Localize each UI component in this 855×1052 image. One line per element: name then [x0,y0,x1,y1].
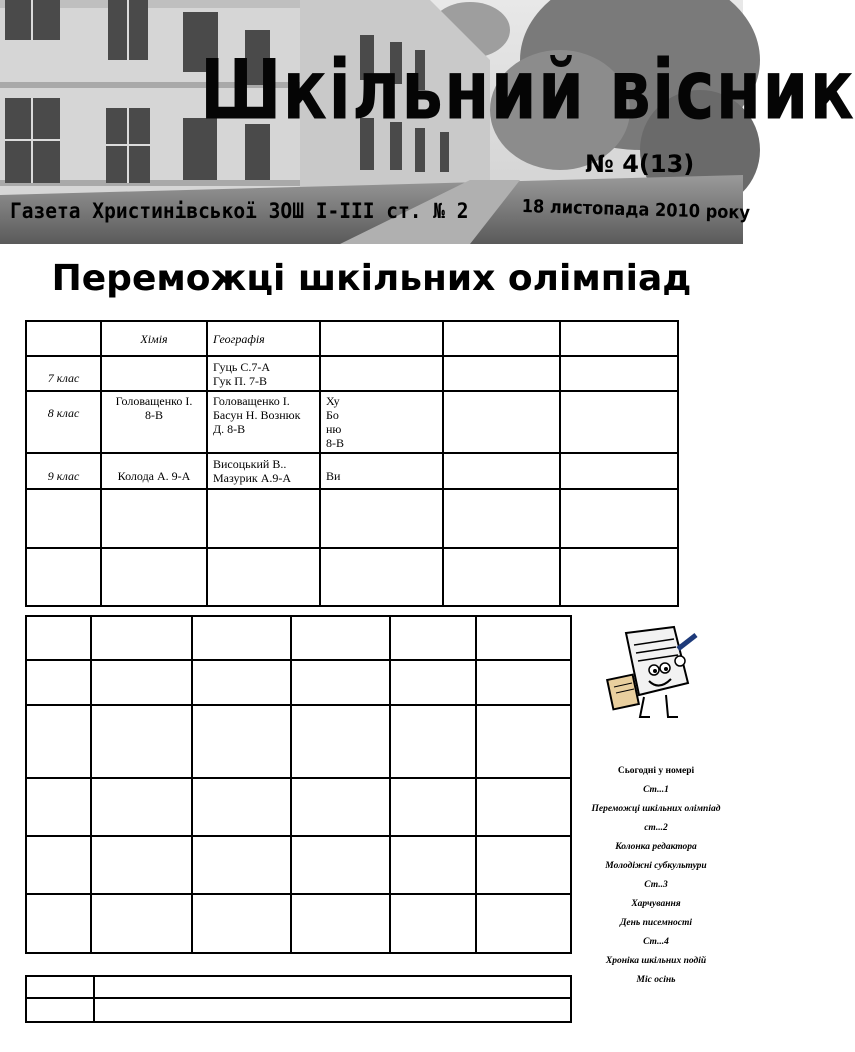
table-cell [443,548,560,606]
table-of-contents [572,762,740,990]
table-cell [443,453,560,489]
header-cell [26,321,101,356]
table-cell [560,548,678,606]
header-cell: Географія [207,321,320,356]
table-row [26,894,571,953]
table-cell: Гуць С.7-А Гук П. 7-В [207,356,320,391]
toc-item: День писемності [619,918,693,928]
table-cell [320,356,443,391]
table-row [26,836,571,894]
header-cell [443,321,560,356]
toc-item: Колонка редактора [615,842,697,852]
newspaper-title: Шкільний вісник [200,42,855,139]
table-row [26,489,678,548]
table-cell [207,489,320,548]
table-cell [101,489,207,548]
table-cell: Головащенко І. 8-В [101,391,207,453]
table-cell [443,356,560,391]
table-row [26,660,571,705]
toc-item: Молодіжні субкультури [605,861,707,871]
page-headline: Переможці шкільних олімпіад [51,258,692,299]
table-cell [101,548,207,606]
table-cell [560,391,678,453]
newspaper-subtitle: Газета Христинівської ЗОШ І-ІІІ ст. № 2 [10,199,469,223]
table-row [26,616,571,660]
toc-item: Ст..3 [644,880,668,890]
table-cell [320,548,443,606]
table-row [26,705,571,778]
row-label [26,548,101,606]
table-row [26,548,678,606]
table-cell [320,489,443,548]
table-row [26,356,678,391]
table-cell [443,391,560,453]
header-cell [560,321,678,356]
toc-item: Переможці шкільних олімпіад [591,804,721,814]
issue-date: 18 листопада 2010 року [521,196,751,224]
table-cell: Головащенко І. Басун Н. Вознюк Д. 8-В [207,391,320,453]
table-cell [101,356,207,391]
table-cell: Колода А. 9-А [101,453,207,489]
table-cell [207,548,320,606]
bottom-table [25,975,572,1023]
table-cell [443,489,560,548]
row-label: 8 клас [26,391,101,453]
row-label: 9 клас [26,453,101,489]
toc-item: Харчування [631,899,681,909]
empty-grid-table [25,615,572,954]
header-cell: Хімія [101,321,207,356]
row-label [26,489,101,548]
issue-number: № 4(13) [585,150,695,178]
toc-item: Ст...4 [643,937,669,947]
table-header-row [26,321,678,356]
row-label: 7 клас [26,356,101,391]
table-row [26,976,571,998]
table-row [26,391,678,453]
table-cell [560,453,678,489]
toc-item: Хроніка шкільних подій [605,956,707,966]
masthead [0,0,855,244]
toc-item: Міс осінь [636,975,676,985]
table-cell [560,356,678,391]
table-cell: Ви [320,453,443,489]
toc-item: Ст...1 [643,785,669,795]
toc-heading: Сьогодні у номері [617,766,695,776]
table-cell: Ху Бо ню 8-В [320,391,443,453]
table-row [26,453,678,489]
newspaper-mascot-icon [604,625,704,725]
table-row [26,998,571,1022]
table-cell [560,489,678,548]
olympiad-winners-table [25,320,679,607]
table-cell: Висоцький В.. Мазурик А.9-А [207,453,320,489]
header-cell [320,321,443,356]
toc-item: ст...2 [644,823,668,833]
table-row [26,778,571,836]
